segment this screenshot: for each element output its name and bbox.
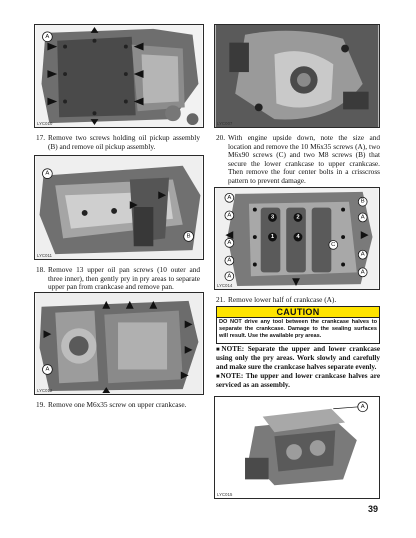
step-number: 21.	[216, 295, 226, 304]
step-text: Remove lower half of crankcase (A).	[228, 295, 337, 304]
step-20	[216, 134, 380, 186]
step-number: 20.	[216, 133, 226, 142]
figure-upper-crankcase-screw	[34, 292, 204, 395]
step-number: 17.	[36, 133, 46, 142]
callout-a: A	[360, 403, 365, 410]
callout-a: A	[227, 239, 232, 246]
callout-b: B	[186, 233, 191, 240]
figure-oil-pickup-drawing	[215, 25, 379, 127]
note-text: NOTE: The upper and lower crankcase halves are serviced as an assembly.	[216, 372, 381, 390]
figure-upper-oil-pan	[34, 155, 204, 260]
bolt-order-badge: 4	[296, 234, 300, 241]
step-text: Remove one M6x35 screw on upper crankcase.	[48, 400, 187, 409]
callout-a: A	[360, 251, 365, 258]
caution-text: DO NOT drive any tool between the crankcase halves to separate the crankcase. Damage to the sealing surfaces will result. Use the available pry areas.	[216, 318, 380, 344]
callout-a: A	[227, 194, 232, 201]
callout-b: B	[360, 198, 365, 205]
figure-crankcase-screws	[214, 187, 380, 290]
callout-a: A	[227, 273, 232, 280]
step-17	[36, 134, 200, 151]
step-number: 18.	[36, 265, 46, 274]
step-18	[36, 266, 200, 292]
figure-crankcase-screws-labels	[215, 188, 379, 289]
step-text: Remove 13 upper oil pan screws (10 outer and three inner), then gently pry in pry areas to separate upper pan from crankcase and remove pan.	[48, 265, 200, 292]
figure-upper-oil-pan-callouts	[35, 156, 203, 259]
note-bullet-icon: ■	[216, 347, 222, 353]
bolt-order-badge: 2	[296, 214, 300, 221]
callout-c: C	[331, 241, 336, 248]
bolt-order-badge: 1	[270, 234, 275, 241]
figure-oil-pan-arrows	[34, 24, 204, 128]
figure-code: LYC010	[37, 121, 53, 126]
figure-code: LYC011	[37, 253, 53, 258]
figure-upper-crankcase-screw-callouts	[35, 293, 203, 394]
callout-a: A	[45, 170, 50, 177]
note-text: NOTE: Separate the upper and lower crankcase using only the pry areas. Work slowly and carefully and make sure the crankcase halves separate evenly.	[216, 345, 381, 371]
figure-code: LYC007	[217, 121, 233, 126]
bolt-order-badge: 3	[270, 214, 275, 221]
figure-code: LYC015	[217, 492, 233, 497]
note-serviced-assembly	[216, 372, 380, 390]
page-number: 39	[367, 504, 378, 514]
callout-a: A	[360, 269, 365, 276]
step-text: With engine upside down, note the size and location and remove the 10 M6x35 screws (A), two M6x90 screws (C) and two M8 screws (B) that secure the lower crankcase to upper crankcase. Then remove the four center bolts in a crisscross pattern to prevent damage.	[228, 133, 380, 185]
step-19	[36, 401, 200, 410]
figure-code: LYC014	[217, 283, 233, 288]
figure-lower-crankcase-callouts	[215, 397, 379, 498]
figure-code: LYC012	[37, 388, 53, 393]
figure-oil-pan-callouts	[35, 25, 203, 127]
callout-a: A	[360, 214, 365, 221]
step-number: 19.	[36, 400, 46, 409]
note-bullet-icon: ■	[216, 374, 221, 380]
step-21	[216, 296, 380, 305]
step-text: Remove two screws holding oil pickup assembly (B) and remove oil pickup assembly.	[48, 133, 200, 151]
callout-a: A	[227, 257, 232, 264]
callout-a: A	[45, 366, 50, 373]
note-separate-crankcase	[216, 345, 380, 371]
callout-a: A	[227, 212, 232, 219]
callout-a: A	[45, 33, 50, 40]
figure-oil-pickup	[214, 24, 380, 128]
caution-header: CAUTION	[216, 306, 380, 318]
figure-lower-crankcase	[214, 396, 380, 499]
